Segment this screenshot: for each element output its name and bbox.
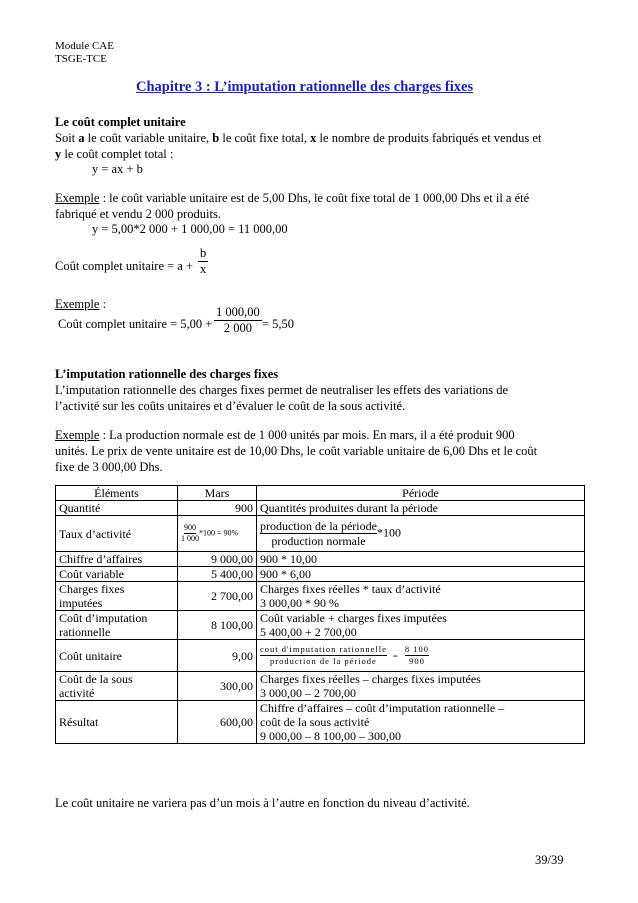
class-label: TSGE-TCE (55, 53, 107, 65)
module-label: Module CAE (55, 40, 114, 52)
row-mars: 8 100,00 (178, 611, 257, 640)
row-periode: Chiffre d’affaires – coût d’imputation rationnelle – coût de la sous activité 9 000,00 – 8 100,00 – 300,00 (257, 701, 585, 744)
row-label: Coût variable (56, 567, 178, 582)
table-row (56, 672, 585, 701)
table-row (56, 501, 585, 516)
table-row (56, 582, 585, 611)
example1-calc: y = 5,00*2 000 + 1 000,00 = 11 000,00 (92, 222, 288, 236)
section2-para-line1: L’imputation rationnelle des charges fixes permet de neutraliser les effets des variations de (55, 383, 509, 397)
row-label: Taux d’activité (56, 516, 178, 552)
table-row (56, 567, 585, 582)
example3-line2: unités. Le prix de vente unitaire est de 10,00 Dhs, le coût variable unitaire de 6,00 Dhs et le coût (55, 444, 538, 458)
unit-cost-label: Coût complet unitaire = a + (55, 259, 194, 273)
row-mars: 600,00 (178, 701, 257, 744)
row-periode: 900 * 6,00 (257, 567, 585, 582)
row-periode: Quantités produites durant la période (257, 501, 585, 516)
row-periode: Charges fixes réelles * taux d’activité 3 000,00 * 90 % (257, 582, 585, 611)
table-row (56, 516, 585, 552)
example2-fraction: $\frac{1 000,00}{2 000}$ (216, 305, 260, 335)
row-periode: Coût variable + charges fixes imputées 5 400,00 + 2 700,00 (257, 611, 585, 640)
unit-cost-fraction: $\frac{b}{x}$ (200, 246, 207, 276)
table-row (56, 611, 585, 640)
row-periode-unit-cost-formula: cout d'imputation rationnelle production de la période = $\frac{8 100}{900}$ (257, 640, 585, 672)
row-label: Coût unitaire (56, 640, 178, 672)
example3-line1: Exemple : La production normale est de 1 000 unités par mois. En mars, il a été produit 900 (55, 428, 515, 442)
page-number: 39/39 (535, 853, 564, 867)
row-label: Coût d’imputation rationnelle (56, 611, 178, 640)
row-periode-activity-formula: production de la période production normale *100 (257, 516, 585, 552)
definition-line2: y le coût complet total : (55, 147, 174, 161)
example1-line1: Exemple : le coût variable unitaire est de 5,00 Dhs, le coût fixe total de 1 000,00 Dhs et il a été (55, 191, 530, 205)
table-row (56, 552, 585, 567)
example2-label: Exemple : (55, 297, 107, 311)
header-periode: Période (257, 486, 585, 501)
row-periode: Charges fixes réelles – charges fixes imputées 3 000,00 – 2 700,00 (257, 672, 585, 701)
row-periode: 900 * 10,00 (257, 552, 585, 567)
row-mars: 5 400,00 (178, 567, 257, 582)
example2-result: = 5,50 (262, 317, 295, 331)
example2-left: Coût complet unitaire = 5,00 + (58, 317, 213, 331)
section1-heading: Le coût complet unitaire (55, 115, 186, 129)
imputation-table (55, 485, 585, 744)
row-label: Charges fixes imputées (56, 582, 178, 611)
example3-line3: fixe de 3 000,00 Dhs. (55, 460, 163, 474)
row-mars: 2 700,00 (178, 582, 257, 611)
table-row (56, 701, 585, 744)
header-elements: Éléments (56, 486, 178, 501)
row-mars: 9,00 (178, 640, 257, 672)
row-mars: 300,00 (178, 672, 257, 701)
section2-para-line2: l’activité sur les coûts unitaires et d’évaluer le coût de la sous activité. (55, 399, 406, 413)
header-mars: Mars (178, 486, 257, 501)
formula-cost: y = ax + b (92, 162, 143, 176)
section2-heading: L’imputation rationnelle des charges fixes (55, 367, 279, 381)
row-label: Coût de la sous activité (56, 672, 178, 701)
conclusion: Le coût unitaire ne variera pas d’un mois à l’autre en fonction du niveau d’activité. (55, 796, 470, 810)
row-mars: 900 (178, 501, 257, 516)
row-label: Chiffre d’affaires (56, 552, 178, 567)
definition-line1: Soit a le coût variable unitaire, b le coût fixe total, x le nombre de produits fabriqués et vendus et (55, 131, 542, 145)
row-mars-activity-formula: $\frac{900}{1 000}$ *100 = 90% (178, 516, 257, 552)
table-header-row (56, 486, 585, 501)
example1-line2: fabriqué et vendu 2 000 produits. (55, 207, 221, 221)
row-label: Quantité (56, 501, 178, 516)
row-mars: 9 000,00 (178, 552, 257, 567)
row-label: Résultat (56, 701, 178, 744)
table-row (56, 640, 585, 672)
page-title: Chapitre 3 : L’imputation rationnelle des charges fixes (136, 79, 474, 95)
